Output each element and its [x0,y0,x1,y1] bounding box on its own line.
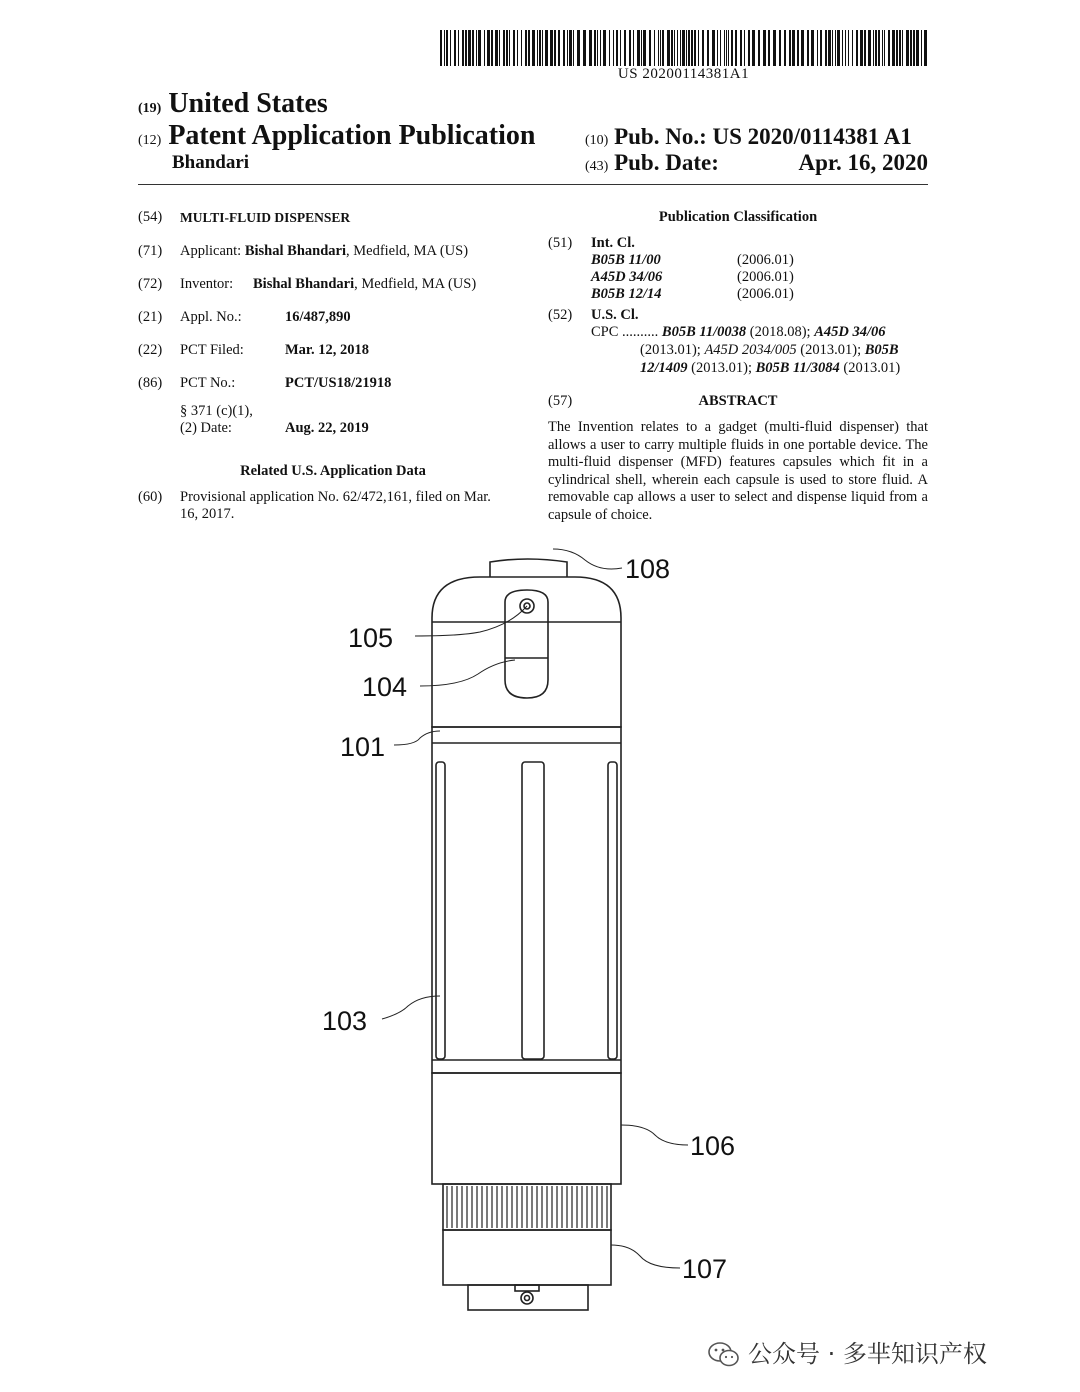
cpc-year: (2013.01); [691,360,752,376]
barcode-bar [878,30,880,66]
barcode-bar [506,30,508,66]
code-10: (10) [585,133,609,148]
barcode-bar [671,30,673,66]
barcode-bar [594,30,596,66]
barcode-bar [454,30,456,66]
us-cl-code: (52) [548,307,573,323]
barcode-bar [820,30,822,66]
barcode-bar [539,30,541,66]
barcode-bar [624,30,626,66]
cpc-year: (2013.01); [800,342,862,358]
barcode-bar [537,30,538,66]
s371-field [180,403,520,437]
barcode-bar [686,30,687,66]
label-101: 101 [340,732,386,762]
abstract-heading: ABSTRACT [698,393,778,409]
applicant-label: Applicant: [180,243,242,259]
barcode-bar [752,30,755,66]
barcode-bar [740,30,742,66]
barcode-bar [694,30,696,66]
label-108: 108 [625,554,671,584]
barcode-bar [440,30,442,66]
barcode-bar [472,30,474,66]
barcode-bar [503,30,505,66]
pub-number-line [585,124,912,150]
label-104: 104 [362,672,408,702]
int-cl-row [591,286,794,303]
barcode-bar [563,30,565,66]
barcode-bar [712,30,715,66]
barcode [440,30,927,66]
barcode-bar [807,30,809,66]
barcode-bar [899,30,901,66]
barcode-bar [521,30,522,66]
label-106: 106 [690,1131,736,1161]
leader-107 [611,1245,680,1268]
inventor-code: (72) [138,276,163,292]
pub-date-line [585,150,928,176]
barcode-bar [616,30,618,66]
pub-number: US 2020/0114381 A1 [712,124,912,149]
barcode-bar [468,30,471,66]
applicant-code: (71) [138,243,163,259]
watermark [708,1334,987,1369]
provisional-code: (60) [138,489,163,505]
barcode-bar [784,30,786,66]
barcode-bar [868,30,871,66]
barcode-bar [691,30,693,66]
barcode-bar [667,30,670,66]
barcode-bar [589,30,592,66]
barcode-bar [825,30,827,66]
appl-number: 16/487,890 [285,309,351,325]
barcode-bar [856,30,858,66]
barcode-bar [688,30,690,66]
barcode-bar [446,30,448,66]
barcode-bar [748,30,750,66]
barcode-bar [735,30,737,66]
int-cl-code: (51) [548,235,573,251]
cpc-line-2 [640,342,928,359]
int-cl-label: Int. Cl. [591,235,635,251]
barcode-bar [921,30,922,66]
pct-number: PCT/US18/21918 [285,375,392,391]
leader-106 [621,1125,688,1145]
barcode-bar [509,30,510,66]
shell-slot [522,762,544,1059]
barcode-bar [476,30,477,66]
int-cl-row [591,269,794,286]
applicant-location: , Medfield, MA (US) [345,243,469,259]
code-43: (43) [585,159,609,174]
barcode-bar [662,30,664,66]
barcode-bar [613,30,614,66]
cpc-code: B05B 11/3084 [755,360,840,376]
cpc-code: A45D 34/06 [814,324,886,340]
barcode-bar [763,30,766,66]
bottom-screw [521,1292,533,1304]
barcode-bar [633,30,634,66]
cpc-code: B05B [864,342,899,358]
barcode-bar [910,30,912,66]
barcode-bar [906,30,909,66]
cpc-line-3 [640,360,928,377]
barcode-bar [758,30,760,66]
barcode-bar [600,30,601,66]
barcode-bar [491,30,493,66]
barcode-bar [609,30,610,66]
inventor-label: Inventor: [180,276,234,292]
barcode-bar [542,30,543,66]
pub-date: Apr. 16, 2020 [798,150,928,175]
barcode-bar [744,30,745,66]
int-cl-year: (2006.01) [737,286,794,302]
barcode-bar [654,30,655,66]
inventor-location: , Medfield, MA (US) [354,276,477,292]
barcode-bar [641,30,642,66]
abstract-text: The Invention relates to a gadget (multi-fluid dispenser) that allows a user to carry multiple fluids in one portable device. The multi-fluid dispenser (MFD) features capsules which fit in a cylindrical shell, wherein each capsule is used to store fluid. A removable cap allows a user to select and dispense liquid from a capsule of choice. [548,419,928,523]
barcode-bar [845,30,846,66]
cpc-year: (2013.01); [640,342,701,358]
us-cl-label: U.S. Cl. [591,307,639,323]
barcode-bar [495,30,498,66]
barcode-bar [484,30,485,66]
s371-row [180,420,520,437]
barcode-bar [554,30,556,66]
cpc-code: A45D 2034/005 [704,342,797,358]
bottom-body [443,1230,611,1285]
barcode-bar [465,30,467,66]
barcode-bar [817,30,818,66]
barcode-bar [884,30,885,66]
barcode-bar [478,30,481,66]
barcode-bar [792,30,795,66]
s371-label-1: § 371 (c)(1), [180,403,253,419]
barcode-bar [545,30,548,66]
barcode-bar [702,30,704,66]
barcode-bar [499,30,500,66]
pct-filed-date: Mar. 12, 2018 [285,342,370,358]
invention-title: MULTI-FLUID DISPENSER [180,210,351,225]
barcode-bar [487,30,490,66]
barcode-bar [789,30,791,66]
barcode-bar [768,30,770,66]
barcode-bar [573,30,574,66]
int-cl-row [591,252,794,269]
provisional-text [180,489,491,523]
barcode-bar [577,30,580,66]
cpc-year: (2013.01) [843,360,901,376]
barcode-bar [726,30,727,66]
barcode-bar [835,30,836,66]
barcode-bar [864,30,866,66]
cpc-code: B05B 11/0038 [661,324,747,340]
patent-drawing [300,540,780,1330]
appl-code: (21) [138,309,163,325]
barcode-bar [550,30,553,66]
barcode-bar [860,30,863,66]
cap-top-button [490,559,567,577]
barcode-bar [513,30,515,66]
barcode-bar [643,30,646,66]
barcode-bar [450,30,451,66]
int-cl-code-value: B05B 11/00 [591,252,661,268]
barcode-bar [462,30,464,66]
barcode-bar [525,30,527,66]
pct-no-label: PCT No.: [180,375,236,391]
inventor-surname: Bhandari [172,152,250,173]
barcode-bar [873,30,874,66]
document-number: US 20200114381A1 [617,66,750,82]
appl-label: Appl. No.: [180,309,242,325]
int-cl-list [591,252,794,303]
barcode-bar [597,30,598,66]
inventor-name: Bishal Bhandari [253,276,355,292]
label-103: 103 [322,1006,368,1036]
cpc-year: (2018.08); [749,324,811,340]
barcode-bar [828,30,831,66]
barcode-bar [660,30,661,66]
barcode-bar [682,30,685,66]
barcode-bar [603,30,606,66]
cpc-line-1 [591,324,928,341]
barcode-bar [888,30,890,66]
barcode-bar [837,30,840,66]
watermark-text: 公众号 · 多芈知识产权 [748,1340,987,1368]
int-cl-year: (2006.01) [737,252,794,268]
barcode-bar [444,30,445,66]
barcode-bar [724,30,725,66]
ring-band [432,1073,621,1184]
barcode-bar [832,30,833,66]
barcode-bar [842,30,843,66]
abstract-code: (57) [548,393,573,409]
wechat-icon [708,1342,740,1368]
barcode-bar [916,30,919,66]
barcode-bar [558,30,560,66]
barcode-bar [707,30,709,66]
barcode-bar [875,30,877,66]
barcode-bar [848,30,849,66]
s371-date: Aug. 22, 2019 [285,420,369,436]
label-105: 105 [348,623,394,653]
s371-label-2: (2) Date: [180,420,232,436]
cpc-code: 12/1409 [640,360,688,376]
barcode-bar [811,30,814,66]
barcode-bar [569,30,572,66]
inventor-value [253,276,476,293]
barcode-bar [637,30,640,66]
barcode-bar [567,30,568,66]
provisional-line-2: 16, 2017. [180,506,235,522]
pct-filed-label: PCT Filed: [180,342,244,358]
country: United States [168,88,328,119]
publication-type: Patent Application Publication [168,120,536,151]
pct-no-code: (86) [138,375,163,391]
barcode-bar [728,30,729,66]
shell-slot [436,762,445,1059]
leader-108 [553,549,622,569]
country-line [138,88,328,120]
barcode-bar [720,30,721,66]
barcode-bar [852,30,853,66]
label-107: 107 [682,1254,728,1284]
barcode-bar [801,30,804,66]
barcode-bar [532,30,535,66]
bottom-nozzle [468,1285,588,1310]
barcode-bar [797,30,799,66]
barcode-bar [731,30,733,66]
applicant-name: Bishal Bhandari [244,243,346,259]
barcode-bar [698,30,699,66]
pct-filed-code: (22) [138,342,163,358]
barcode-bar [649,30,651,66]
barcode-bar [517,30,518,66]
barcode-bar [773,30,776,66]
barcode-bar [528,30,530,66]
barcode-bar [892,30,895,66]
pub-date-label: Pub. Date: [614,150,719,175]
int-cl-year: (2006.01) [737,269,794,285]
classification-heading: Publication Classification [658,209,818,225]
barcode-bar [779,30,781,66]
int-cl-code-value: B05B 12/14 [591,286,662,302]
main-shell [432,727,621,1073]
int-cl-code-value: A45D 34/06 [591,269,663,285]
cpc-label: CPC .......... [591,324,659,340]
barcode-bar [924,30,927,66]
barcode-bar [583,30,586,66]
barcode-bar [680,30,681,66]
pub-number-label: Pub. No.: [614,124,707,149]
barcode-bar [896,30,898,66]
barcode-bar [629,30,631,66]
applicant-value [180,243,468,260]
leader-104 [420,660,515,686]
barcode-bar [913,30,915,66]
shell-slot [608,762,617,1059]
barcode-bar [882,30,883,66]
barcode-bar [620,30,621,66]
barcode-bar [674,30,675,66]
related-data-heading: Related U.S. Application Data [240,463,426,479]
provisional-line-1: Provisional application No. 62/472,161, filed on Mar. [180,489,491,505]
code-12: (12) [138,133,162,148]
barcode-bar [717,30,718,66]
barcode-bar [458,30,459,66]
publication-type-line [138,120,535,152]
header-divider [138,184,928,185]
barcode-bar [677,30,678,66]
barcode-bar [902,30,903,66]
title-code: (54) [138,209,163,225]
barcode-bar [658,30,659,66]
code-19: (19) [138,101,162,116]
